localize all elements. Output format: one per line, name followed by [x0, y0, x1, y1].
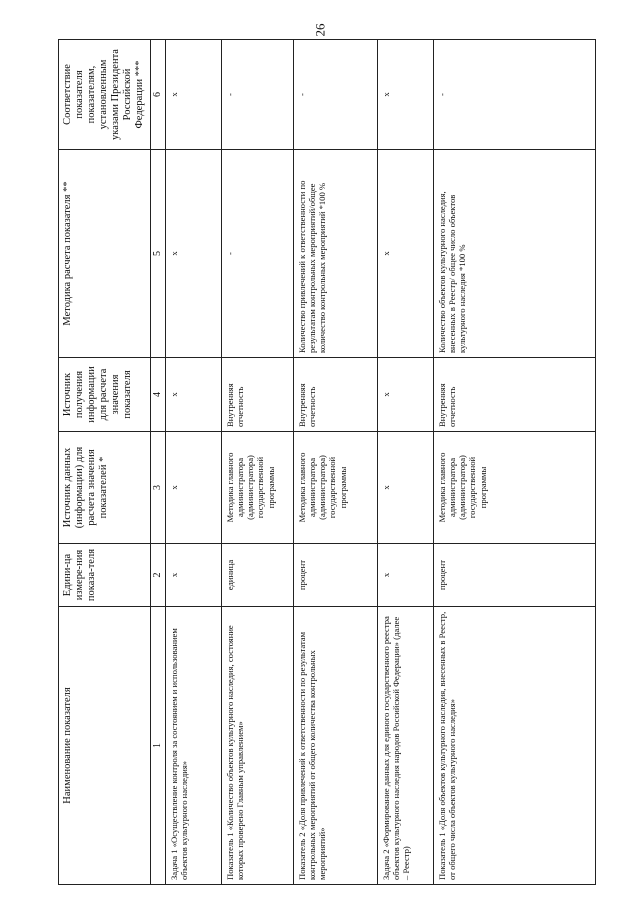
indicator-method: х [166, 150, 222, 358]
indicator-unit: единица [222, 544, 294, 607]
column-number: 2 [151, 544, 166, 607]
indicator-unit: процент [434, 544, 596, 607]
indicator-source: Методика главного администратора (администратора) государственной программы [434, 432, 596, 544]
indicator-unit: х [378, 544, 434, 607]
header-unit: Едини-ца измере-ния показа-теля [59, 544, 151, 607]
indicator-source: х [166, 432, 222, 544]
column-number: 6 [151, 40, 166, 150]
indicator-decree: х [378, 40, 434, 150]
page-number: 26 [312, 23, 327, 37]
indicator-origin: Внутренняя отчетность [222, 358, 294, 432]
indicator-unit: процент [294, 544, 378, 607]
indicator-source: х [378, 432, 434, 544]
rotated-table-container [58, 40, 596, 885]
header-info-origin: Источник получения информации для расчета значения показателя [59, 358, 151, 432]
table-row [166, 40, 222, 885]
indicator-source: Методика главного администратора (администратора) государственной программы [222, 432, 294, 544]
indicator-name: Задача 2 «Формирование данных для единого государственного реестра объектов культурного наследия народов Российской Федерации» (далее – Реестр) [378, 607, 434, 885]
indicator-method: Количество привлечений к ответственности по результатам контрольных мероприятий/общее количество контрольных мероприятий *100 % [294, 150, 378, 358]
indicator-name: Показатель 1 «Количество объектов культурного наследия, состояние которых проверено Главным управлением» [222, 607, 294, 885]
column-number: 3 [151, 432, 166, 544]
column-number: 4 [151, 358, 166, 432]
indicator-origin: х [166, 358, 222, 432]
indicator-decree: х [166, 40, 222, 150]
table-row [378, 40, 434, 885]
header-data-source: Источник данных (информации) для расчета значения показателей * [59, 432, 151, 544]
indicator-decree: - [434, 40, 596, 150]
indicator-method: Количество объектов культурного наследия, внесенных в Реестр/ общее число объектов культурного наследия *100 % [434, 150, 596, 358]
indicator-origin: Внутренняя отчетность [434, 358, 596, 432]
indicator-source: Методика главного администратора (администратора) государственной программы [294, 432, 378, 544]
indicator-unit: х [166, 544, 222, 607]
header-name: Наименование показателя [59, 607, 151, 885]
table-row [294, 40, 378, 885]
header-row [59, 40, 151, 885]
header-method: Методика расчета показателя ** [59, 150, 151, 358]
indicators-table [58, 39, 596, 885]
indicator-decree: - [222, 40, 294, 150]
indicator-method: х [378, 150, 434, 358]
indicator-name: Показатель 2 «Доля привлечений к ответственности по результатам контрольных мероприятий от общего количества контрольных мероприятий» [294, 607, 378, 885]
indicator-origin: Внутренняя отчетность [294, 358, 378, 432]
indicator-decree: - [294, 40, 378, 150]
header-decree: Соответствие показателя показателям, установленным указами Президента Российской Федерации *** [59, 40, 151, 150]
column-number: 1 [151, 607, 166, 885]
table-row [222, 40, 294, 885]
column-number: 5 [151, 150, 166, 358]
indicator-name: Задача 1 «Осуществление контроля за состоянием и использованием объектов культурного наследия» [166, 607, 222, 885]
column-number-row [151, 40, 166, 885]
indicator-origin: х [378, 358, 434, 432]
indicator-name: Показатель 1 «Доля объектов культурного наследия, внесенных в Реестр, от общего числа объектов культурного наследия» [434, 607, 596, 885]
table-row [434, 40, 596, 885]
indicator-method: - [222, 150, 294, 358]
